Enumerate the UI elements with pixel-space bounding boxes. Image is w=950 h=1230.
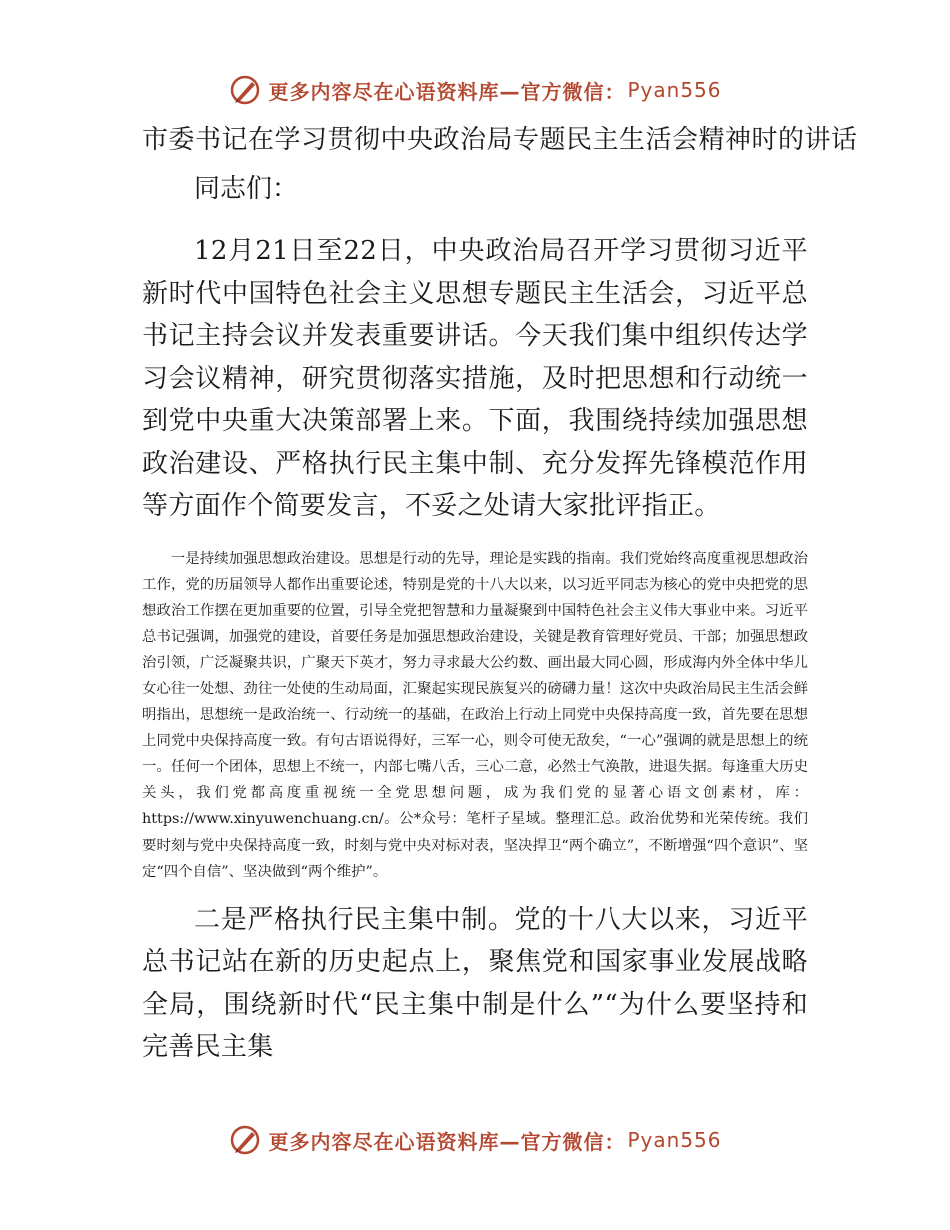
header-banner-handle: Pyan556 (627, 78, 722, 102)
salutation: 同志们： (194, 174, 299, 204)
brush-pen-logo-icon (228, 73, 262, 107)
paragraph-ideological-building: 一是持续加强思想政治建设。思想是行动的先导，理论是实践的指南。我们党始终高度重视思想政治工作，党的历届领导人都作出重要论述，特别是党的十八大以来，以习近平同志为核心的党中央把党的思想政治工作摆在更加重要的位置，引导全党把智慧和力量凝聚到中国特色社会主义伟大事业中来。习近平总书记强调，加强党的建设，首要任务是加强思想政治建设，关键是教育管理好党员、干部；加强思想政治引领，广泛凝聚共识，广聚天下英才，努力寻求最大公约数、画出最大同心圆，形成海内外全体中华儿女心往一处想、劲往一处使的生动局面，汇聚起实现民族复兴的磅礴力量！这次中央政治局民主生活会鲜明指出，思想统一是政治统一、行动统一的基础，在政治上行动上同党中央保持高度一致，首先要在思想上同党中央保持高度一致。有句古语说得好，三军一心，则令可使无敌矣，“一心”强调的就是思想上的统一。任何一个团体，思想上不统一，内部七嘴八舌，三心二意，必然士气涣散，进退失据。每逢重大历史关头，我们党都高度重视统一全党思想问题，成为我们党的显著心语文创素材，库：https://www.xinyuwenchuang.cn/。公*众号：笔杆子星域。整理汇总。政治优势和光荣传统。我们要时刻与党中央保持高度一致，时刻与党中央对标对表，坚决捍卫“两个确立”，不断增强“四个意识”、坚定“四个自信”、坚决做到“两个维护”。 (142, 550, 808, 880)
document-body (142, 118, 858, 1069)
footer-banner-tagline: 更多内容尽在心语资料库—官方微信： (268, 1129, 626, 1154)
footer-banner-handle: Pyan556 (627, 1128, 722, 1152)
paragraph-intro: 12月21日至22日，中央政治局召开学习贯彻习近平新时代中国特色社会主义思想专题民主生活会，习近平总书记主持会议并发表重要讲话。今天我们集中组织传达学习会议精神，研究贯彻落实措施，及时把思想和行动统一到党中央重大决策部署上来。下面，我围绕持续加强思想政治建设、严格执行民主集中制、充分发挥先锋模范作用等方面作个简要发言，不妥之处请大家批评指正。 (142, 236, 808, 521)
document-title: 市委书记在学习贯彻中央政治局专题民主生活会精神时的讲话 (142, 125, 858, 155)
header-banner-tagline: 更多内容尽在心语资料库—官方微信： (268, 79, 626, 104)
paragraph-democratic-centralism: 二是严格执行民主集中制。党的十八大以来，习近平总书记站在新的历史起点上，聚焦党和国家事业发展战略全局，围绕新时代“民主集中制是什么”“为什么要坚持和完善民主集 (142, 904, 808, 1063)
header-watermark-banner (0, 70, 950, 110)
brush-pen-logo-icon (228, 1123, 262, 1157)
footer-watermark-banner (0, 1120, 950, 1160)
